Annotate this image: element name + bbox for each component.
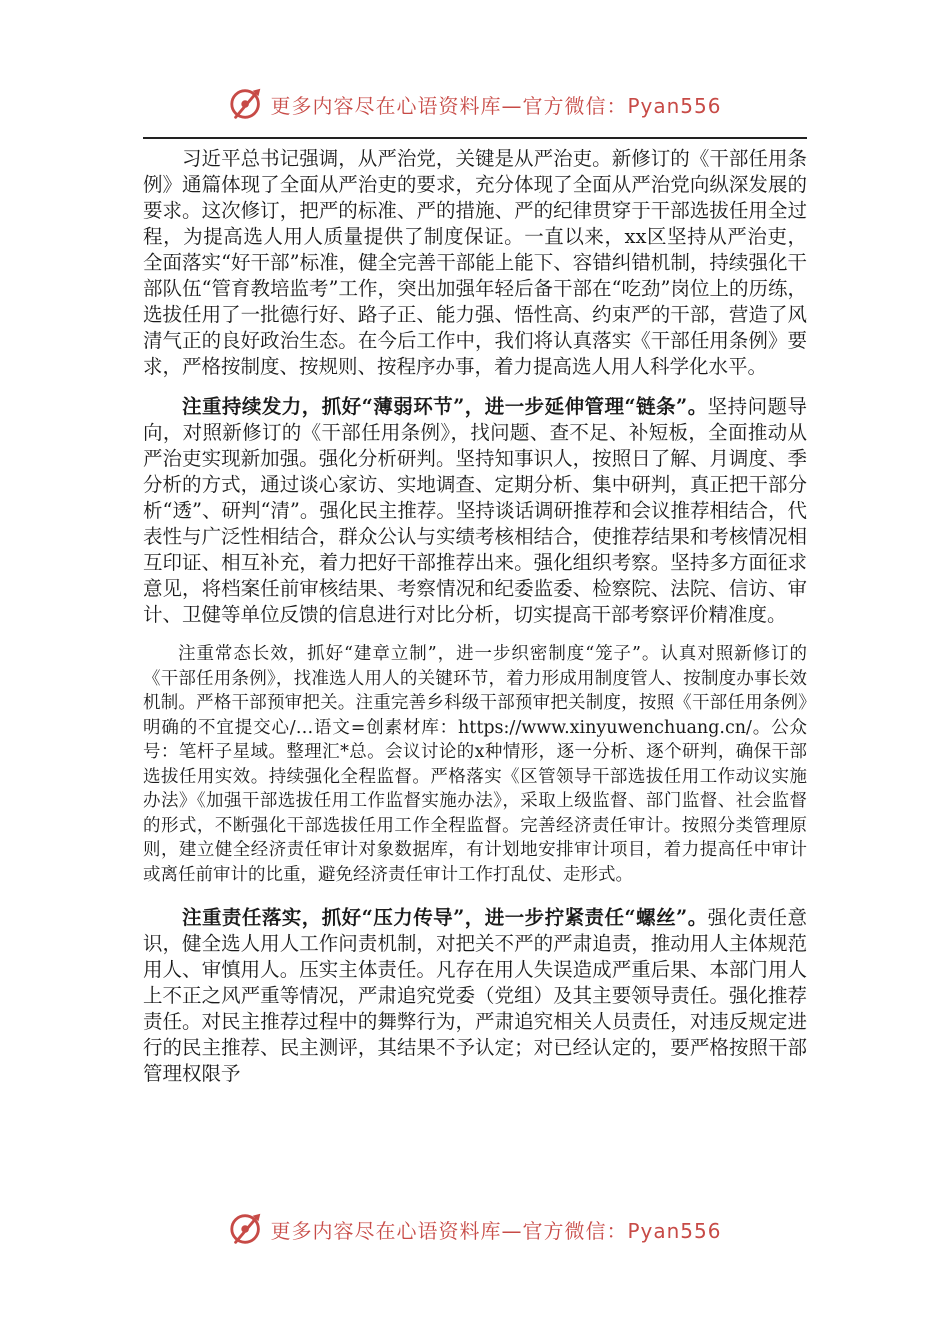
paragraph-text: 坚持问题导向，对照新修订的《干部任用条例》，找问题、查不足、补短板，全面推动从严治吏实现新加强。强化分析研判。坚持知事识人，按照日了解、月调度、季分析的方式，通过谈心家访、实地调查、定期分析、集中研判，真正把干部分析“透”、研判“清”。强化民主推荐。坚持谈话调研推荐和会议推荐相结合，代表性与广泛性相结合，群众公认与实绩考核相结合，使推荐结果和考核情况相互印证、相互补充，着力把好干部推荐出来。强化组织考察。坚持多方面征求意见，将档案任前审核结果、考察情况和纪委监委、检察院、法院、信访、审计、卫健等单位反馈的信息进行对比分析，切实提高干部考察评价精准度。 bbox=[143, 395, 807, 626]
banner-text: 更多内容尽在心语资料库—官方微信：Pyan556 bbox=[270, 93, 722, 118]
footer-banner bbox=[0, 1203, 950, 1255]
section-heading: 注重持续发力，抓好“薄弱环节”，进一步延伸管理“链条”。 bbox=[182, 395, 708, 418]
section-heading: 注重责任落实，抓好“压力传导”，进一步拧紧责任“螺丝”。 bbox=[182, 906, 708, 929]
paragraph-intro bbox=[143, 146, 807, 380]
document-body bbox=[143, 146, 807, 1087]
paragraph-text: 强化责任意识，健全选人用人工作问责机制，对把关不严的严肃追责，推动用人主体规范用人、审慎用人。压实主体责任。凡存在用人失误造成严重后果、本部门用人上不正之风严重等情况，严肃追究党委（党组）及其主要领导责任。强化推荐责任。对民主推荐过程中的舞弊行为，严肃追究相关人员责任，对违反规定进行的民主推荐、民主测评，其结果不予认定；对已经认定的，要严格按照干部管理权限予 bbox=[143, 906, 807, 1085]
paragraph-section-weak-links bbox=[143, 394, 807, 628]
paragraph-text: 习近平总书记强调，从严治党，关键是从严治吏。新修订的《干部任用条例》通篇体现了全面从严治吏的要求，充分体现了全面从严治党向纵深发展的要求。这次修订，把严的标准、严的措施、严的纪律贯穿于干部选拔任用全过程，为提高选人用人质量提供了制度保证。一直以来，xx区坚持从严治吏，全面落实“好干部”标准，健全完善干部能上能下、容错纠错机制，持续强化干部队伍“管育教培监考”工作，突出加强年轻后备干部在“吃劲”岗位上的历练，选拔任用了一批德行好、路子正、能力强、悟性高、约束严的干部，营造了风清气正的良好政治生态。在今后工作中，我们将认真落实《干部任用条例》要求，严格按制度、按规则、按程序办事，着力提高选人用人科学化水平。 bbox=[143, 147, 807, 378]
pen-logo-icon bbox=[228, 84, 266, 124]
header-divider bbox=[143, 137, 807, 139]
paragraph-text: 注重常态长效，抓好“建章立制”，进一步织密制度“笼子”。认真对照新修订的《干部任用条例》，找准选人用人的关键环节，着力形成用制度管人、按制度办事长效机制。严格干部预审把关。注重完善乡科级干部预审把关制度，按照《干部任用条例》明确的不宜提交心/…语文=创素材库：https://www.xinyuwenchuang.cn/。公众号：笔杆子星域。整理汇*总。会议讨论的x种情形，逐一分析、逐个研判，确保干部选拔任用实效。持续强化全程监督。严格落实《区管领导干部选拔任用工作动议实施办法》《加强干部选拔任用工作监督实施办法》，采取上级监督、部门监督、社会监督的形式，不断强化干部选拔任用工作全程监督。完善经济责任审计。按照分类管理原则，建立健全经济责任审计对象数据库，有计划地安排审计项目，着力提高任中审计或离任前审计的比重，避免经济责任审计工作打乱仗、走形式。 bbox=[143, 644, 807, 885]
pen-logo-icon bbox=[228, 1209, 266, 1249]
banner-text: 更多内容尽在心语资料库—官方微信：Pyan556 bbox=[270, 1218, 722, 1243]
paragraph-section-institutions bbox=[143, 642, 807, 887]
paragraph-section-responsibility bbox=[143, 905, 807, 1087]
header-banner bbox=[0, 78, 950, 130]
